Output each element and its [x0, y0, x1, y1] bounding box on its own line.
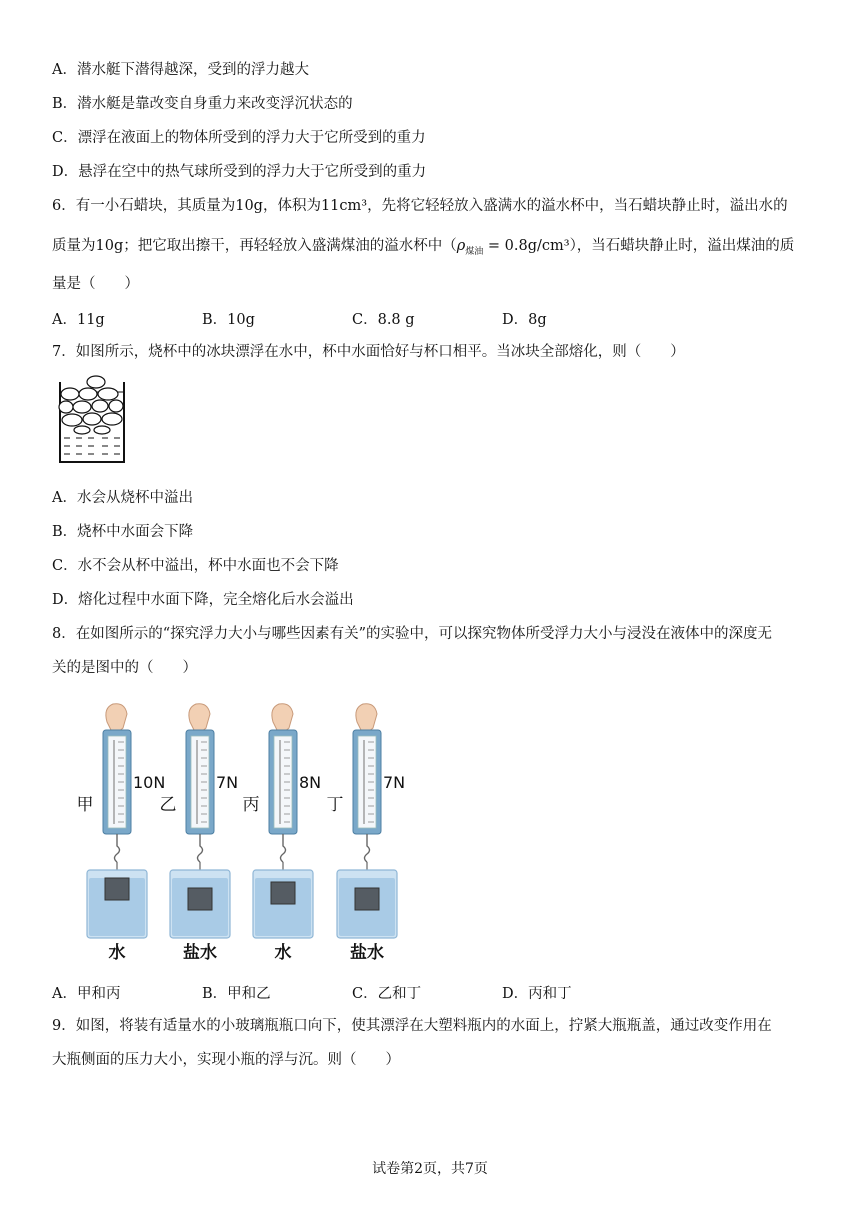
setup-name-label: 丁 — [326, 795, 344, 815]
q8-options — [52, 984, 652, 1004]
scale-reading-label: 8N — [299, 773, 322, 792]
q6-option-c: C．8.8 g — [352, 312, 415, 328]
q7-option-d: D．熔化过程中水面下降，完全熔化后水会溢出 — [52, 592, 354, 608]
beaker-ice-figure — [56, 374, 132, 468]
hand-icon — [106, 704, 127, 732]
q5-option-b: B．潜水艇是靠改变自身重力来改变浮沉状态的 — [52, 96, 353, 112]
setup-name-label: 甲 — [76, 795, 94, 815]
metal-block — [105, 878, 129, 900]
setup-3 — [243, 704, 322, 962]
q6-options — [52, 310, 652, 330]
q5-option-d: D．悬浮在空中的热气球所受到的浮力大于它所受到的重力 — [52, 164, 427, 180]
liquid-label: 水 — [108, 943, 126, 962]
q9-stem-line1: 9．如图，将装有适量水的小玻璃瓶瓶口向下，使其漂浮在大塑料瓶内的水面上，拧紧大瓶瓶盖，通过改变作用在 — [52, 1018, 772, 1034]
q6-stem-line2-b: ），当石蜡块静止时，溢出煤油的质 — [569, 238, 795, 254]
q5-option-a: A．潜水艇下潜得越深，受到的浮力越大 — [52, 62, 309, 78]
scale-reading-label: 7N — [383, 773, 406, 792]
metal-block — [188, 888, 212, 910]
q7-stem: 7．如图所示，烧杯中的冰块漂浮在水中，杯中水面恰好与杯口相平。当冰块全部熔化，则（ ） — [52, 344, 685, 360]
q8-option-c: C．乙和丁 — [352, 986, 422, 1002]
hand-icon — [356, 704, 377, 732]
q7-option-b: B．烧杯中水面会下降 — [52, 524, 194, 540]
q6-stem-line2 — [52, 236, 794, 262]
metal-block — [271, 882, 295, 904]
q8-option-a: A．甲和丙 — [52, 986, 121, 1002]
q5-option-c: C．漂浮在液面上的物体所受到的浮力大于它所受到的重力 — [52, 130, 426, 146]
setup-2 — [160, 704, 239, 962]
q6-stem-line1: 6．有一小石蜡块，其质量为10g，体积为11cm³，先将它轻轻放入盛满水的溢水杯中，当石蜡块静止时，溢出水的 — [52, 198, 788, 214]
setup-name-label: 丙 — [242, 795, 260, 815]
q6-option-d: D．8g — [502, 312, 547, 328]
hand-icon — [189, 704, 210, 732]
page-footer: 试卷第2页，共7页 — [372, 1161, 488, 1177]
hook — [198, 834, 203, 862]
q7-option-c: C．水不会从杯中溢出，杯中水面也不会下降 — [52, 558, 339, 574]
q7-option-a: A．水会从烧杯中溢出 — [52, 490, 193, 506]
hook — [115, 834, 120, 862]
setup-4 — [327, 704, 406, 962]
q6-stem-line3: 量是（ ） — [52, 276, 139, 292]
q8-stem-line1: 8．在如图所示的“探究浮力大小与哪些因素有关”的实验中，可以探究物体所受浮力大小与浸没在液体中的深度无 — [52, 626, 773, 642]
scale-reading-label: 10N — [133, 773, 166, 792]
liquid-label: 盐水 — [183, 943, 217, 962]
setup-name-label: 乙 — [159, 795, 177, 815]
q6-option-b: B．10g — [202, 312, 255, 328]
rho-subscript: 煤油 — [465, 246, 484, 257]
scale-reading-label: 7N — [216, 773, 239, 792]
q8-stem-line2: 关的是图中的（ ） — [52, 660, 197, 676]
q6-stem-line2-a: 质量为10g；把它取出擦干，再轻轻放入盛满煤油的溢水杯中（ — [52, 238, 457, 254]
rho-symbol: ρ — [456, 238, 466, 254]
rho-value: = 0.8g/cm³ — [483, 238, 570, 254]
liquid-label: 水 — [274, 943, 292, 962]
hand-icon — [272, 704, 293, 732]
q9-stem-line2: 大瓶侧面的压力大小，实现小瓶的浮与沉。则（ ） — [52, 1052, 400, 1068]
kerosene-density-formula — [456, 238, 570, 257]
spring-scale-experiment-figure — [72, 700, 418, 962]
setup-1 — [77, 704, 166, 962]
metal-block — [355, 888, 379, 910]
q6-option-a: A．11g — [52, 312, 105, 328]
q8-option-b: B．甲和乙 — [202, 986, 271, 1002]
hook — [281, 834, 286, 862]
q8-option-d: D．丙和丁 — [502, 986, 572, 1002]
liquid-label: 盐水 — [350, 943, 384, 962]
hook — [365, 834, 370, 862]
